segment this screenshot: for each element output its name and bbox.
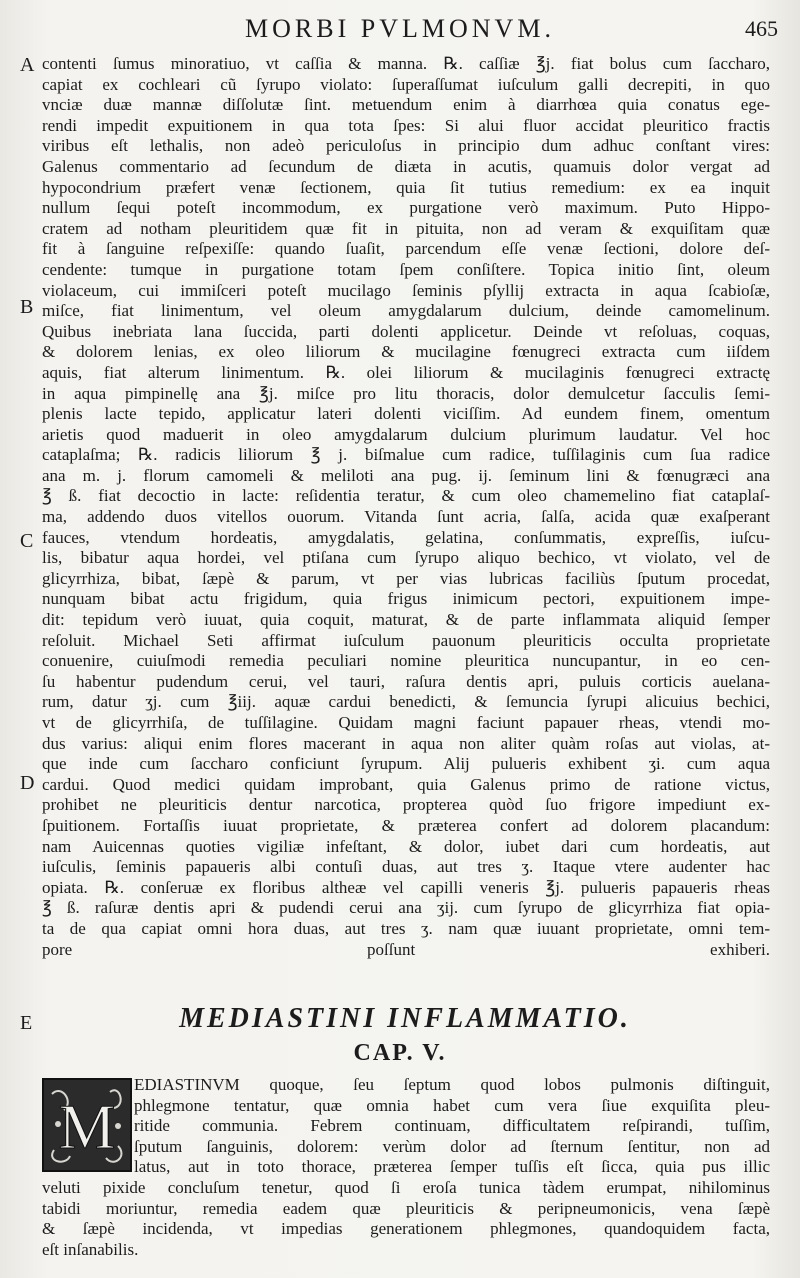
text-line: capiat ex cochleari cũ ſyrupo violato: ſuperaſſumat iuſculum galli decrepiti, in quo: [42, 74, 770, 94]
text-line: conuenire, cuiuſmodi remedia peculiari nomine pleuritica nuncupantur, in eo cen-: [42, 651, 770, 671]
text-line: viribus eſt lethalis, non adeò periculoſus in principio dum adhuc conſtant vires:: [42, 136, 770, 156]
text-line: arietis quod maduerit in oleo amygdalarum dulcium plurimum laudatur. Vel hoc: [42, 424, 770, 444]
text-line: ſu habentur pudendum cerui, vel tauri, raſura dentis apri, puluis corticis auelana-: [42, 671, 770, 691]
text-line: que inde cum ſaccharo conficiunt ſyrupum. Alij pulueris exhibent ʒi. cum aqua: [42, 754, 770, 774]
text-line: pore poſſunt exhiberi.: [42, 939, 770, 959]
text-line: phlegmone tentatur, quæ omnia habet cum vera ſiue exquiſita pleu-: [134, 1095, 770, 1115]
text-line: nunquam bibat actu frigidum, quia frigus inimicum pectori, expuitionem impe-: [42, 589, 770, 609]
text-line: ritide communia. Febrem continuam, difficultatem reſpirandi, tuſſim,: [134, 1116, 770, 1136]
text-line: aquis, fiat alterum linimentum. ℞. olei liliorum & mucilaginis fœnugreci extractę: [42, 362, 770, 382]
text-line: ana m. j. florum camomeli & meliloti ana pug. ij. ſeminum lini & fœnugræci ana: [42, 465, 770, 485]
text-line: glicyrrhiza, bibat, ſæpè & parum, vt per vias lubricas faciliùs ſputum procedat,: [42, 568, 770, 588]
text-line: eſt inſanabilis.: [42, 1239, 139, 1259]
marginal-letter-c: C: [20, 530, 34, 552]
text-line: rendi impedit expuitionem in qua tota ſpes: Si alui fluor accidat pleuritico fractis: [42, 115, 770, 135]
text-line: contenti ſumus minoratiuo, vt caſſia & manna. ℞. caſſiæ ℥j. fiat bolus cum ſaccharo,: [42, 54, 770, 73]
text-line: & ſæpè incidenda, vt impedias generationem phlegmones, quandoquidem facta,: [42, 1219, 770, 1239]
text-line: & dolorem lenias, ex oleo liliorum & mucilagine fœnugreci extracta cum iiſdem: [42, 342, 770, 362]
text-line: ta de qua capiat omni hora duas, aut tres ʒ. nam quæ iuuant proprietate, omni tem-: [42, 918, 770, 938]
text-line: latus, aut in toto thorace, præterea ſemper tuſſis eſt ſicca, quia pus illic: [134, 1157, 770, 1177]
text-line: vnciæ duæ mannæ diſſolutæ ſint. metuendum enim à diarrhœa quia conatus ege-: [42, 95, 770, 115]
text-line: prohibet ne pleuriticis dentur narcotica, propterea quòd ſuo frigore impediunt ex-: [42, 795, 770, 815]
text-line: hypocondrium præfert venæ ſectionem, quia ſit tutius remedium: ex ea inquit: [42, 177, 770, 197]
marginal-letter-b: B: [20, 296, 34, 318]
text-line: plenis lacte tepido, applicatur lateri dolenti viciſſim. Ad eundem finem, omentum: [42, 404, 770, 424]
text-line: ſputum ſanguinis, dolorem: verùm dolor ad ſternum ſentitur, non ad: [134, 1136, 770, 1156]
text-line: Galenus commentario ad ſecundum de diæta in acutis, quamuis dolor vergat ad: [42, 156, 770, 176]
text-line: dit: tepidum verò iuuat, quia coquit, maturat, & de parte inflammata aliquid ſemper: [42, 610, 770, 630]
text-line: rum, datur ʒj. cum ℥iij. aquæ cardui benedicti, & ſemuncia ſyrupi alicuius bechici,: [42, 692, 770, 712]
running-head: MORBI PVLMONVM.: [245, 14, 555, 43]
chapter-text: [42, 1075, 770, 1260]
main-text: [42, 54, 770, 960]
chapter-number: CAP. V.: [353, 1040, 447, 1066]
text-line: veluti pixide concluſum tenetur, quod ſi eroſa tunica tàdem erumpat, nihilominus: [42, 1177, 770, 1197]
text-line: cratem ad notham pleuritidem quæ fit in pituita, non ad veram & exquiſitam quæ: [42, 218, 770, 238]
text-line: cataplaſma; ℞. radicis liliorum ℥ j. biſmalue cum radice, tuſſilaginis cum ſua radice: [42, 445, 770, 465]
chapter-title: MEDIASTINI INFLAMMATIO.: [179, 1003, 631, 1034]
marginal-letter-d: D: [20, 772, 35, 794]
text-line: EDIASTINVM quoque, ſeu ſeptum quod lobos pulmonis diſtinguit,: [134, 1075, 770, 1094]
text-line: Quibus inebriata lana ſuccida, parti dolenti applicetur. Deinde vt reſoluas, coquas,: [42, 321, 770, 341]
text-line: opiata. ℞. conſeruæ ex floribus altheæ vel capilli veneris ℥j. pulueris papaueris rheas: [42, 877, 770, 897]
initial-letter: M: [58, 1091, 116, 1162]
text-line: ℥ ß. raſuræ dentis apri & pudendi cerui ana ʒij. cum ſyrupo de glicyrrhiza fiat opia-: [42, 898, 770, 918]
text-line: ℥ ß. fiat decoctio in lacte: reſidentia teratur, & cum oleo chamemelino fiat cataplaſ-: [42, 486, 770, 506]
marginal-letter-a: A: [20, 54, 35, 76]
text-line: fit à ſanguine reſpexiſſe: quando ſuaſit, parcendum eſſe venæ ſectioni, dolore deſ-: [42, 239, 770, 259]
text-line: iuſculis, ſeminis papaueris albi contuſi duas, aut tres ʒ. Itaque vtere audenter hac: [42, 857, 770, 877]
text-line: in aqua pimpinellę ana ℥j. miſce pro litu thoracis, dolor demulcetur ſacculis ſemi-: [42, 383, 770, 403]
text-line: cardui. Quod medici quidam improbant, quia Galenus primo de ratione victus,: [42, 774, 770, 794]
marginal-letter-e: E: [20, 1012, 33, 1034]
text-line: tabidi moriuntur, remedia eadem quæ pleuriticis & peripneumonicis, vena ſæpè: [42, 1198, 770, 1218]
text-line: reſoluit. Michael Seti affirmat iuſculum pauonum pleuriticis occulta proprietate: [42, 630, 770, 650]
text-line: ſpuitionem. Fortaſſis iuuat proprietate, & præterea confert ad dolorem placandum:: [42, 815, 770, 835]
text-line: miſce, fiat linimentum, vel oleum amygdalarum dulcium, deinde camomelinum.: [42, 301, 770, 321]
text-line: fauces, vtendum hordeatis, amygdalatis, gelatina, conſummatis, expreſſis, iuſcu-: [42, 527, 770, 547]
text-line: nullum ſequi poteſt incommodum, ex purgatione verò maximum. Puto Hippo-: [42, 198, 770, 218]
text-line: nam Auicennas quoties vigiliæ infeſtant, & dolor, iubet dari cum hordeatis, aut: [42, 836, 770, 856]
text-line: dus varius: aliqui enim flores macerant in aqua non aliter quàm roſas aut violas, at-: [42, 733, 770, 753]
text-line: cendente: tumque in purgatione totam ſpem conſiſtere. Topica initio ſint, oleum: [42, 259, 770, 279]
text-line: ma, addendo duos vitellos ouorum. Vitanda ſunt acria, ſalſa, acida quæ exaſperant: [42, 507, 770, 527]
text-line: vt de glicyrrhiſa, de tuſſilagine. Quidam magni faciunt papauer rheas, vtendi mo-: [42, 713, 770, 732]
text-line: violaceum, cui immiſceri poteſt mucilago ſeminis pſyllij extracta in aqua ſcabioſæ,: [42, 280, 770, 300]
page-number: 465: [745, 16, 778, 41]
text-line: lis, bibatur aqua hordei, vel ptiſana cum ſyrupo aliquo bechico, vt violato, vel de: [42, 548, 770, 568]
